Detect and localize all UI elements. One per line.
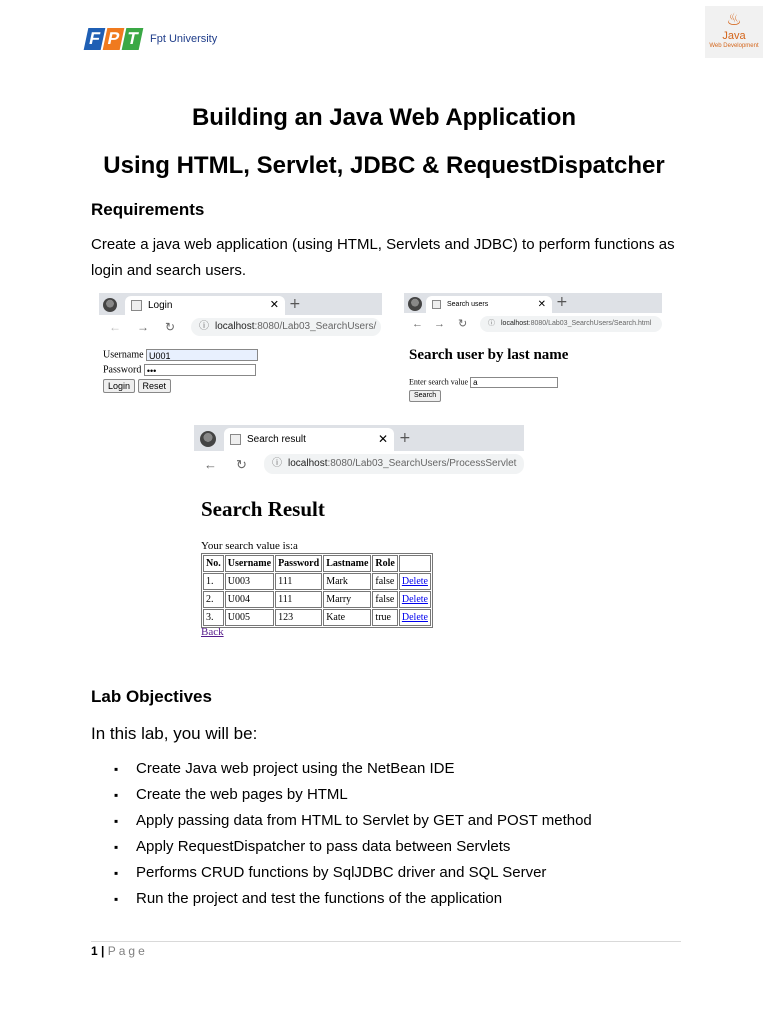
result-url-host: localhost <box>288 458 328 469</box>
delete-link[interactable]: Delete <box>401 612 428 623</box>
table-row <box>203 609 431 626</box>
list-item: ▪ Create the web pages by HTML <box>114 782 592 808</box>
result-address-bar[interactable] <box>264 454 524 474</box>
result-url-path: :8080/Lab03_SearchUsers/ProcessServlet <box>327 458 517 469</box>
cell-password: 123 <box>275 609 322 626</box>
reload-icon[interactable]: ↻ <box>458 318 468 330</box>
page-favicon-icon <box>230 434 241 445</box>
login-navbar <box>99 315 382 339</box>
search-tabbar <box>404 293 662 313</box>
cell-role: true <box>372 609 397 626</box>
login-tabbar <box>99 293 382 315</box>
delete-link[interactable]: Delete <box>401 594 428 605</box>
forward-arrow-icon[interactable]: → <box>137 320 149 334</box>
search-input-label: Enter search value <box>409 377 469 387</box>
cell-action <box>399 591 431 608</box>
java-logo <box>705 6 763 58</box>
back-arrow-icon[interactable]: ← <box>109 320 121 334</box>
cell-username: U005 <box>225 609 274 626</box>
requirements-heading: Requirements <box>91 200 205 219</box>
search-browser-tab[interactable] <box>426 296 552 313</box>
search-tab-title: Search users <box>447 301 489 308</box>
column-header: Password <box>275 555 322 572</box>
login-buttons-row <box>103 379 171 393</box>
result-tabbar <box>194 425 524 451</box>
site-info-icon: ⓘ <box>272 458 282 469</box>
cell-no: 2. <box>203 591 224 608</box>
page-favicon-icon <box>432 300 441 309</box>
site-info-icon: ⓘ <box>488 320 495 327</box>
footer-separator: | <box>97 944 108 958</box>
new-tab-icon[interactable]: + <box>289 296 301 312</box>
search-value-text: Your search value is:a <box>201 540 298 552</box>
footer-divider <box>91 941 681 942</box>
reload-icon[interactable]: ↻ <box>236 457 247 472</box>
tab-close-icon[interactable]: ✕ <box>537 299 546 310</box>
fpt-logo <box>86 26 217 52</box>
site-info-icon: ⓘ <box>199 321 209 332</box>
search-input-row <box>409 377 558 388</box>
list-item: ▪ Run the project and test the functions of the application <box>114 886 592 912</box>
column-header: Lastname <box>323 555 371 572</box>
username-row <box>103 349 258 361</box>
page-footer <box>91 944 148 958</box>
search-value-input[interactable]: a <box>470 377 558 388</box>
objectives-heading: Lab Objectives <box>91 687 212 706</box>
login-browser-tab[interactable] <box>125 296 285 315</box>
new-tab-icon[interactable]: + <box>556 294 568 310</box>
cell-username: U003 <box>225 573 274 590</box>
column-header <box>399 555 431 572</box>
search-navbar <box>404 313 662 335</box>
result-table-header <box>203 555 431 572</box>
forward-arrow-icon[interactable]: → <box>434 318 445 330</box>
table-row <box>203 591 431 608</box>
search-button-row <box>409 389 441 402</box>
back-arrow-icon[interactable]: ← <box>204 457 217 472</box>
login-url-host: localhost <box>215 321 255 332</box>
password-row <box>103 364 256 376</box>
objectives-lead: In this lab, you will be: <box>91 724 258 743</box>
document-title-line-1: Building an Java Web Application <box>191 104 577 131</box>
new-tab-icon[interactable]: + <box>399 430 411 446</box>
result-browser-tab[interactable] <box>224 428 394 451</box>
back-arrow-icon[interactable]: ← <box>412 318 423 330</box>
cell-role: false <box>372 573 397 590</box>
java-logo-subtitle: Web Development <box>709 43 759 49</box>
cell-lastname: Marry <box>323 591 371 608</box>
tab-close-icon[interactable]: ✕ <box>269 299 279 311</box>
login-tab-title: Login <box>148 300 173 311</box>
username-input[interactable]: U001 <box>146 349 258 361</box>
fpt-letter-t: T <box>122 28 144 50</box>
back-link[interactable]: Back <box>201 626 224 638</box>
cell-lastname: Kate <box>323 609 371 626</box>
objectives-list <box>114 756 592 912</box>
cell-action <box>399 609 431 626</box>
result-table <box>201 553 433 628</box>
tab-close-icon[interactable]: ✕ <box>377 432 388 446</box>
cell-role: false <box>372 591 397 608</box>
java-logo-word: Java <box>722 30 746 42</box>
login-screenshot <box>99 293 382 399</box>
login-url-path: :8080/Lab03_SearchUsers/ <box>254 321 377 332</box>
cell-password: 111 <box>275 591 322 608</box>
table-row <box>203 573 431 590</box>
cell-password: 111 <box>275 573 322 590</box>
fpt-letter-p: P <box>103 28 125 50</box>
login-address-bar[interactable] <box>191 318 381 336</box>
cell-action <box>399 573 431 590</box>
column-header: Username <box>225 555 274 572</box>
reset-button[interactable]: Reset <box>138 379 172 393</box>
page-favicon-icon <box>131 300 142 311</box>
list-item: ▪ Apply RequestDispatcher to pass data between Servlets <box>114 834 592 860</box>
fpt-letter-f: F <box>84 28 106 50</box>
page-word: Page <box>107 944 148 958</box>
column-header: No. <box>203 555 224 572</box>
cell-no: 3. <box>203 609 224 626</box>
result-page-heading: Search Result <box>201 497 325 521</box>
profile-avatar-icon <box>200 431 216 447</box>
result-navbar <box>194 451 524 479</box>
document-title-line-2: Using HTML, Servlet, JDBC & RequestDispatcher <box>103 152 665 179</box>
search-address-bar[interactable] <box>480 316 662 332</box>
fpt-logo-text: Fpt University <box>150 33 218 45</box>
search-page-heading: Search user by last name <box>409 347 569 363</box>
result-screenshot <box>194 425 524 641</box>
cell-no: 1. <box>203 573 224 590</box>
list-item: ▪ Apply passing data from HTML to Servlet by GET and POST method <box>114 808 592 834</box>
requirements-text: Create a java web application (using HTML, Servlets and JDBC) to perform functions as login and search users. <box>91 236 675 279</box>
login-button[interactable]: Login <box>103 379 135 393</box>
cell-username: U004 <box>225 591 274 608</box>
profile-avatar-icon <box>103 298 117 312</box>
list-item: ▪ Create Java web project using the NetBean IDE <box>114 756 592 782</box>
column-header: Role <box>372 555 397 572</box>
password-label: Password <box>103 364 142 376</box>
result-tab-title: Search result <box>247 434 306 445</box>
search-screenshot <box>404 293 662 405</box>
java-cup-icon: ♨ <box>726 10 742 30</box>
search-url-host: localhost <box>501 320 529 327</box>
back-link-wrap <box>201 626 224 638</box>
username-label: Username <box>103 349 144 361</box>
page-number: 1 <box>91 944 98 958</box>
reload-icon[interactable]: ↻ <box>165 320 176 334</box>
delete-link[interactable]: Delete <box>401 576 428 587</box>
search-url-path: :8080/Lab03_SearchUsers/Search.html <box>528 320 652 327</box>
cell-lastname: Mark <box>323 573 371 590</box>
search-button[interactable]: Search <box>409 390 441 402</box>
password-input[interactable]: ••• <box>144 364 256 376</box>
list-item: ▪ Performs CRUD functions by SqlJDBC driver and SQL Server <box>114 860 592 886</box>
profile-avatar-icon <box>408 297 422 311</box>
